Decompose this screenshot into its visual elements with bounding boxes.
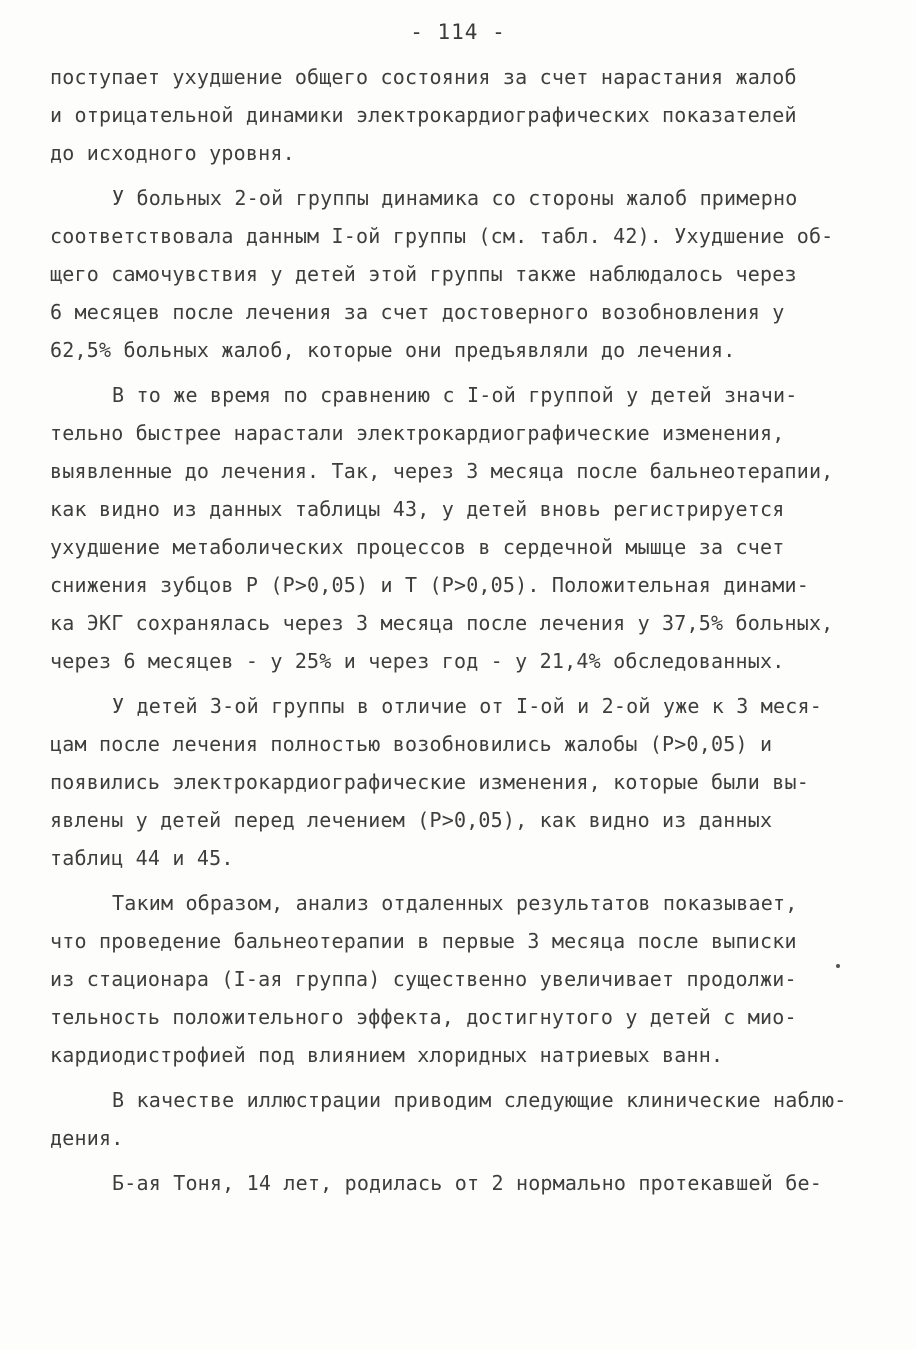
text-line: ка ЭКГ сохранялась через 3 месяца после лечения у 37,5% больных, [50,611,834,635]
text-line: У больных 2-ой группы динамика со стороны жалоб примерно [112,186,798,210]
paragraph [50,687,870,877]
document-body [50,58,870,1209]
text-line: кардиодистрофией под влиянием хлоридных натриевых ванн. [50,1043,724,1067]
text-line: тельно быстрее нарастали электрокардиографические изменения, [50,421,785,445]
text-line: У детей 3-ой группы в отличие от I-ой и 2-ой уже к 3 меся- [112,694,822,718]
text-line: до исходного уровня. [50,141,295,165]
text-line: поступает ухудшение общего состояния за счет нарастания жалоб [50,65,797,89]
text-line: 62,5% больных жалоб, которые они предъявляли до лечения. [50,338,736,362]
text-line: В то же время по сравнению с I-ой группой у детей значи- [112,383,798,407]
text-line: таблиц 44 и 45. [50,846,234,870]
text-line: выявленные до лечения. Так, через 3 месяца после бальнеотерапии, [50,459,834,483]
text-line: что проведение бальнеотерапии в первые 3 месяца после выписки [50,929,797,953]
text-line: появились электрокардиографические изменения, которые были вы- [50,770,809,794]
text-line: 6 месяцев после лечения за счет достоверного возобновления у [50,300,785,324]
paragraph [50,1081,870,1157]
text-line: соответствовала данным I-ой группы (см. табл. 42). Ухудшение об- [50,224,834,248]
text-line: ухудшение метаболических процессов в сердечной мышце за счет [50,535,785,559]
text-line: через 6 месяцев - у 25% и через год - у 21,4% обследованных. [50,649,785,673]
paragraph [50,58,870,172]
text-line: В качестве иллюстрации приводим следующие клинические наблю- [112,1088,847,1112]
scan-speck [836,964,840,968]
text-line: цам после лечения полностью возобновились жалобы (P>0,05) и [50,732,773,756]
text-line: из стационара (I-ая группа) существенно увеличивает продолжи- [50,967,797,991]
text-line: щего самочувствия у детей этой группы также наблюдалось через [50,262,797,286]
text-line: как видно из данных таблицы 43, у детей вновь регистрируется [50,497,785,521]
paragraph [50,1164,870,1202]
text-line: тельность положительного эффекта, достигнутого у детей с мио- [50,1005,797,1029]
paragraph [50,884,870,1074]
text-line: явлены у детей перед лечением (P>0,05), как видно из данных [50,808,773,832]
text-line: снижения зубцов P (P>0,05) и T (P>0,05). Положительная динами- [50,573,809,597]
text-line: Б-ая Тоня, 14 лет, родилась от 2 нормально протекавшей бе- [112,1171,822,1195]
paragraph [50,376,870,680]
paragraph [50,179,870,369]
text-line: Таким образом, анализ отдаленных результатов показывает, [112,891,798,915]
text-line: дения. [50,1126,124,1150]
page-number: - 114 - [410,20,506,44]
text-line: и отрицательной динамики электрокардиографических показателей [50,103,797,127]
